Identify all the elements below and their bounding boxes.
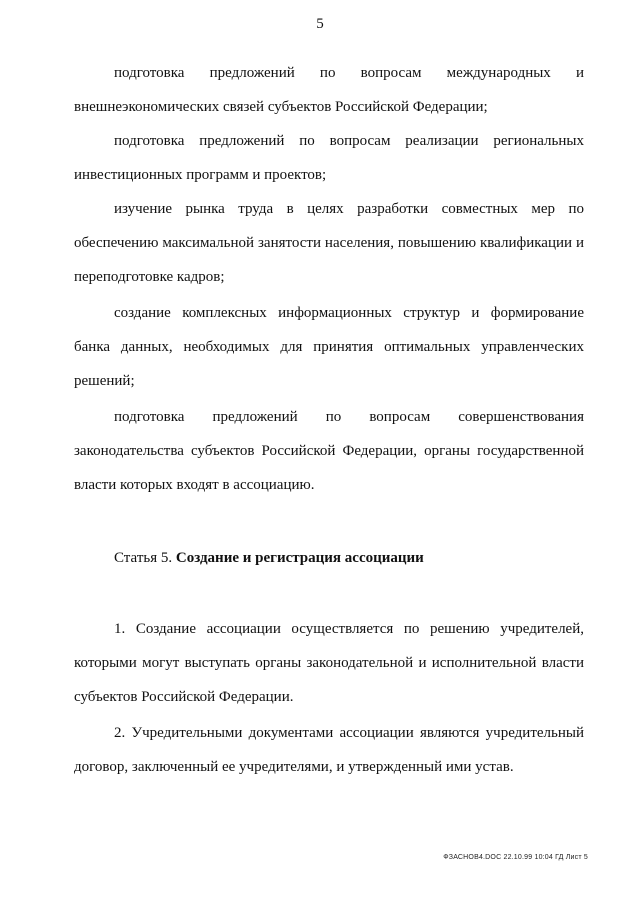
article-item-2: 2. Учредительными документами ассоциации являются учредительный договор, заключенный ее учредителями, и утвержденный ими устав. bbox=[74, 725, 584, 775]
page-number: 5 bbox=[316, 16, 324, 32]
document-footer: ФЗАСНОВ4.DOC 22.10.99 10:04 ГД Лист 5 bbox=[443, 854, 588, 861]
article-heading bbox=[114, 546, 424, 570]
article-title: Создание и регистрация ассоциации bbox=[175, 550, 424, 566]
paragraph-investment-programs: подготовка предложений по вопросам реализации региональных инвестиционных программ и проектов; bbox=[74, 133, 584, 183]
paragraph-international-relations: подготовка предложений по вопросам международных и внешнеэкономических связей субъектов Российской Федерации; bbox=[74, 65, 584, 115]
paragraph-information-structures: создание комплексных информационных структур и формирование банка данных, необходимых для принятия оптимальных управленческих решений; bbox=[74, 305, 584, 389]
article-number: Статья 5. bbox=[114, 550, 173, 566]
paragraph-labor-market: изучение рынка труда в целях разработки совместных мер по обеспечению максимальной занятости населения, повышению квалификации и переподготовке кадров; bbox=[74, 201, 584, 285]
paragraph-legislation: подготовка предложений по вопросам совершенствования законодательства субъектов Российской Федерации, органы государственной власти которых входят в ассоциацию. bbox=[74, 409, 584, 493]
article-item-1: 1. Создание ассоциации осуществляется по решению учредителей, которыми могут выступать органы законодательной и исполнительной власти субъектов Российской Федерации. bbox=[74, 621, 584, 705]
